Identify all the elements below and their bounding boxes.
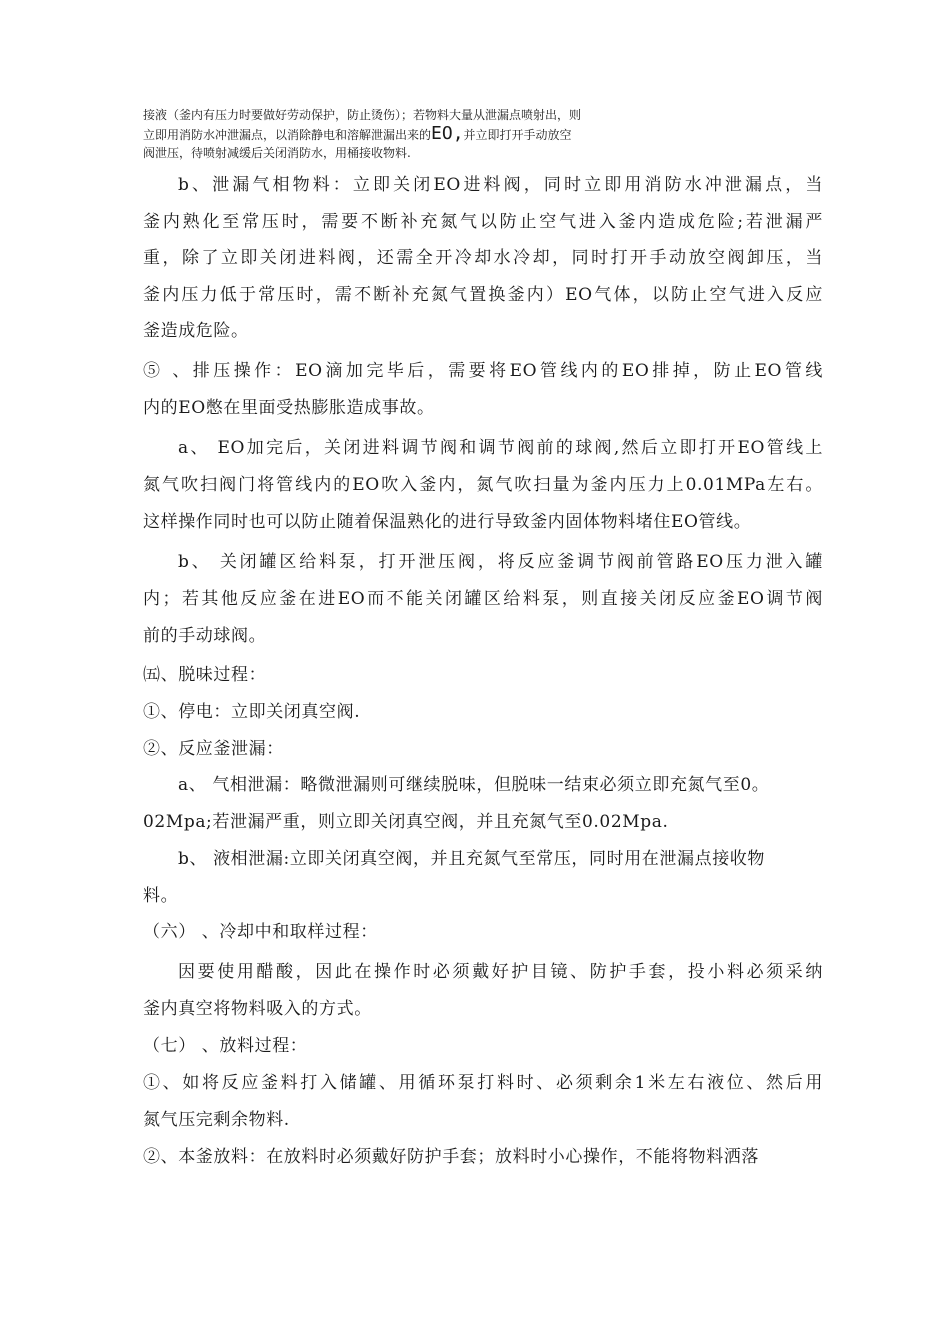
- paragraph-line: ①、停电：立即关闭真空阀.: [143, 702, 361, 722]
- paragraph-line: 氮气吹扫阀门将管线内的EO吹入釜内，氮气吹扫量为釜内压力上0.01MPa左右。: [143, 475, 823, 495]
- paragraph-line: 因要使用醋酸，因此在操作时必须戴好护目镜、防护手套，投小料必须采纳: [178, 962, 823, 982]
- section-heading: （六） 、冷却中和取样过程：: [143, 922, 378, 942]
- note-line-3: 阀泄压，待喷射减缓后关闭消防水，用桶接收物料.: [143, 146, 411, 160]
- paragraph-line: ⑤ 、排压操作：EO滴加完毕后，需要将EO管线内的EO排掉，防止EO管线: [143, 361, 823, 381]
- paragraph-line: ①、如将反应釜料打入储罐、用循环泵打料时、必须剩余1米左右液位、然后用: [143, 1073, 823, 1093]
- note-line-1: 接液（釜内有压力时要做好劳动保护，防止烫伤）；若物料大量从泄漏点喷射出，则: [143, 108, 582, 122]
- section-heading: ㈤、脱味过程：: [143, 665, 267, 685]
- note-line-2-a: 立即用消防水冲泄漏点，以消除静电和溶解泄漏出来的: [143, 128, 432, 142]
- paragraph-line: 内；若其他反应釜在进EO而不能关闭罐区给料泵，则直接关闭反应釜EO调节阀: [143, 589, 823, 609]
- paragraph-line: ②、反应釜泄漏：: [143, 739, 284, 759]
- paragraph-line: 02Mpa;若泄漏严重，则立即关闭真空阀，并且充氮气至0.02Mpa.: [143, 812, 669, 832]
- paragraph-line: 重，除了立即关闭进料阀，还需全开冷却水冷却，同时打开手动放空阀卸压，当: [143, 248, 823, 268]
- paragraph-line: b、 关闭罐区给料泵，打开泄压阀，将反应釜调节阀前管路EO压力泄入罐: [178, 552, 823, 572]
- section-heading: （七） 、放料过程：: [143, 1036, 308, 1056]
- paragraph-line: a、 EO加完后，关闭进料调节阀和调节阀前的球阀,然后立即打开EO管线上: [178, 438, 823, 458]
- paragraph-line: b、泄漏气相物料：立即关闭EO进料阀，同时立即用消防水冲泄漏点，当: [178, 175, 823, 195]
- paragraph-line: 釜内真空将物料吸入的方式。: [143, 999, 372, 1019]
- note-line-2: [143, 125, 613, 144]
- paragraph-line: 釜造成危险。: [143, 321, 249, 341]
- paragraph-line: 釜内熟化至常压时，需要不断补充氮气以防止空气进入釜内造成危险;若泄漏严: [143, 212, 823, 232]
- paragraph-line: 这样操作同时也可以防止随着保温熟化的进行导致釜内固体物料堵住EO管线。: [143, 512, 752, 532]
- paragraph-line: 氮气压完剩余物料.: [143, 1110, 290, 1130]
- paragraph-line: 料。: [143, 886, 179, 906]
- paragraph-line: ②、本釜放料：在放料时必须戴好防护手套；放料时小心操作，不能将物料洒落: [143, 1147, 759, 1167]
- paragraph-line: 釜内压力低于常压时，需不断补充氮气置换釜内）EO气体，以防止空气进入反应: [143, 285, 823, 305]
- paragraph-line: 内的EO憋在里面受热膨胀造成事故。: [143, 398, 435, 418]
- paragraph-line: b、 液相泄漏:立即关闭真空阀，并且充氮气至常压，同时用在泄漏点接收物: [178, 849, 766, 869]
- note-line-2-eo: EO,: [431, 123, 464, 144]
- note-line-2-b: 并立即打开手动放空: [463, 128, 572, 142]
- paragraph-line: 前的手动球阀。: [143, 626, 267, 646]
- paragraph-line: a、 气相泄漏：略微泄漏则可继续脱味，但脱味一结束必须立即充氮气至0。: [178, 775, 770, 795]
